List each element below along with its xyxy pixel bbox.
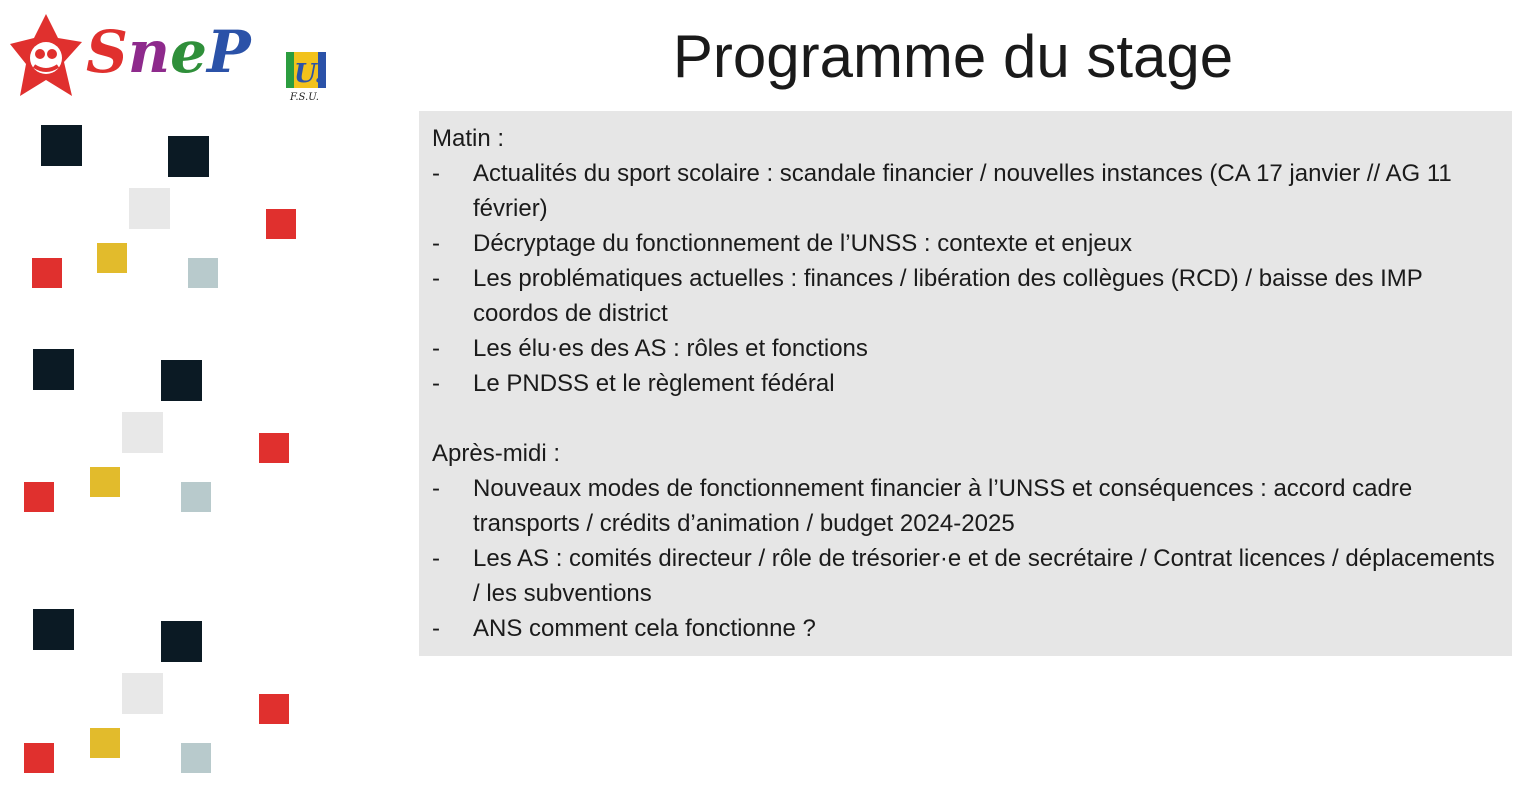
program-box — [419, 111, 1512, 656]
square-red — [266, 209, 296, 239]
fsu-text: F.S.U. — [290, 92, 319, 103]
square-red — [259, 694, 289, 724]
square-yellow — [90, 728, 120, 758]
square-red — [32, 258, 62, 288]
list-dash: - — [432, 615, 440, 642]
list-item — [432, 156, 1498, 226]
list-item — [432, 261, 1498, 331]
logo-wordmark: SneP — [86, 18, 251, 86]
list-dash: - — [432, 230, 440, 257]
square-red — [24, 743, 54, 773]
square-dark — [161, 621, 202, 662]
square-light — [122, 673, 163, 714]
square-yellow — [90, 467, 120, 497]
list-dash: - — [432, 265, 440, 292]
square-yellow — [97, 243, 127, 273]
square-bluegray — [181, 482, 211, 512]
square-dark — [161, 360, 202, 401]
square-bluegray — [188, 258, 218, 288]
square-dark — [33, 349, 74, 390]
list-dash: - — [432, 475, 440, 502]
list-item — [432, 541, 1498, 611]
list-dash: - — [432, 370, 440, 397]
list-dash: - — [432, 545, 440, 572]
square-light — [122, 412, 163, 453]
list-dash: - — [432, 160, 440, 187]
section-spacer — [432, 401, 1498, 436]
square-dark — [168, 136, 209, 177]
square-red — [259, 433, 289, 463]
list-item-text: Les problématiques actuelles : finances / libération des collègues (RCD) / baisse des IMP coordos de district — [473, 265, 1423, 327]
square-red — [24, 482, 54, 512]
decorative-squares — [0, 0, 330, 808]
list-item-text: ANS comment cela fonctionne ? — [473, 615, 816, 642]
section-heading-morning: Matin : — [432, 125, 505, 152]
page-title: Programme du stage — [672, 23, 1234, 90]
square-bluegray — [181, 743, 211, 773]
list-item — [432, 226, 1498, 261]
square-dark — [41, 125, 82, 166]
list-item-text: Les élu·es des AS : rôles et fonctions — [473, 335, 868, 362]
list-item-text: Décryptage du fonctionnement de l’UNSS : contexte et enjeux — [473, 230, 1133, 257]
square-dark — [33, 609, 74, 650]
list-item-text: Nouveaux modes de fonctionnement financier à l’UNSS et conséquences : accord cadre transports / crédits d’animation / budget 2024-2025 — [473, 475, 1413, 537]
list-item — [432, 331, 1498, 366]
list-item — [432, 611, 1498, 646]
list-item-text: Les AS : comités directeur / rôle de trésorier·e et de secrétaire / Contrat licences / déplacements / les subventions — [473, 545, 1495, 607]
square-light — [129, 188, 170, 229]
fsu-mark: U. — [294, 59, 324, 89]
list-dash: - — [432, 335, 440, 362]
afternoon-list — [432, 471, 1498, 646]
morning-list — [432, 156, 1498, 401]
list-item-text: Le PNDSS et le règlement fédéral — [473, 370, 835, 397]
list-item — [432, 471, 1498, 541]
list-item-text: Actualités du sport scolaire : scandale financier / nouvelles instances (CA 17 janvier // AG 11 février) — [473, 160, 1452, 222]
section-heading-afternoon: Après-midi : — [432, 440, 561, 467]
list-item — [432, 366, 1498, 401]
